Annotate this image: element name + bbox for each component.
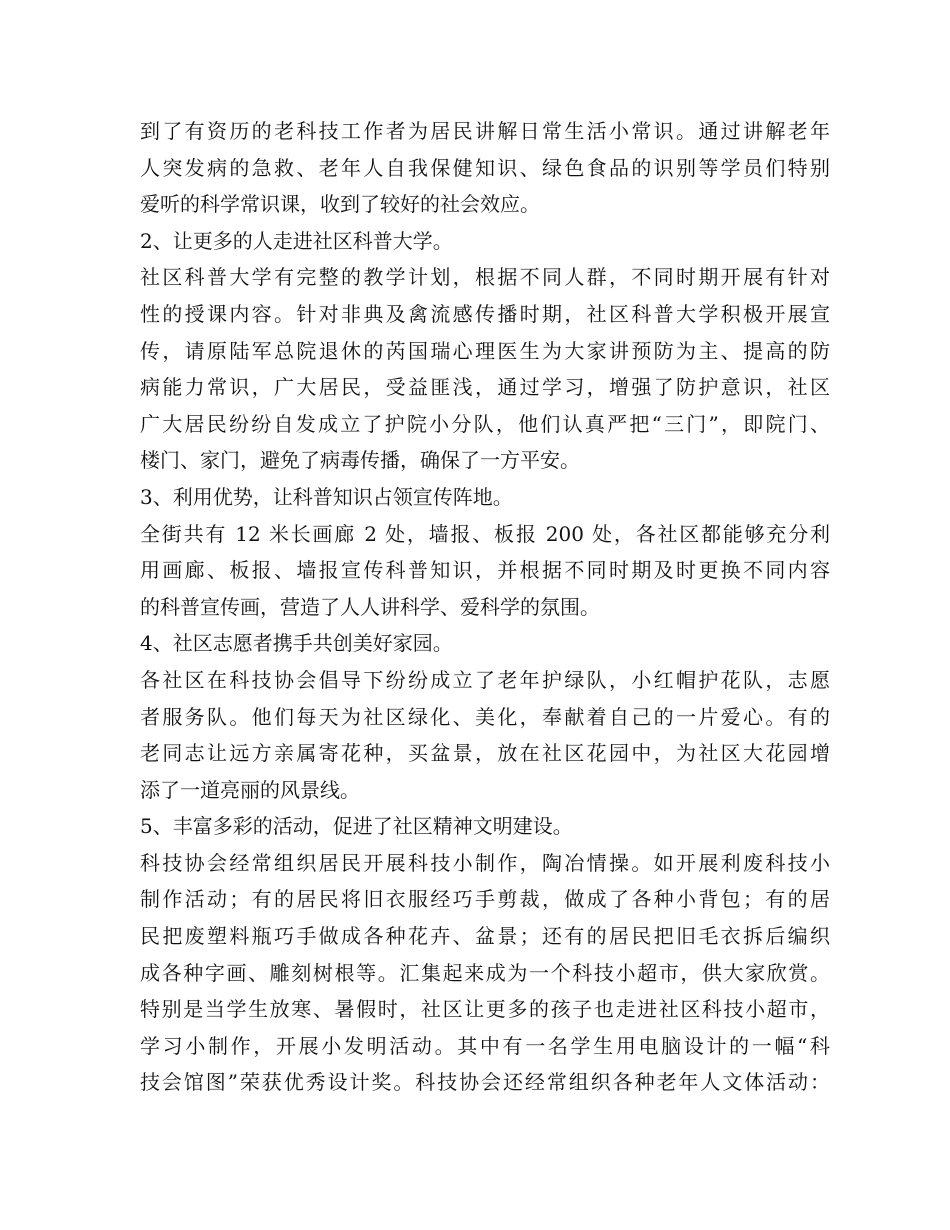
- text-line: 成各种字画、雕刻树根等。汇集起来成为一个科技小超市，供大家欣赏。: [140, 960, 830, 985]
- text-line: 老同志让远方亲属寄花种，买盆景，放在社区花园中，为社区大花园增: [140, 741, 830, 766]
- section-heading: 3、利用优势，让科普知识占领宣传阵地。: [140, 484, 513, 509]
- text-line: 制作活动；有的居民将旧衣服经巧手剪裁，做成了各种小背包；有的居: [140, 887, 830, 912]
- text-line: 到了有资历的老科技工作者为居民讲解日常生活小常识。通过讲解老年: [140, 119, 830, 143]
- text-line: 病能力常识，广大居民，受益匪浅，通过学习，增强了防护意识，社区: [140, 375, 830, 400]
- text-line: 社区科普大学有完整的教学计划，根据不同人群，不同时期开展有针对: [140, 265, 830, 290]
- text-line: 人突发病的急救、老年人自我保健知识、绿色食品的识别等学员们特别: [140, 155, 830, 180]
- text-line: 用画廊、板报、墙报宣传科普知识，并根据不同时期及时更换不同内容: [140, 558, 830, 583]
- text-line: 学习小制作，开展小发明活动。其中有一名学生用电脑设计的一幅“科: [140, 1033, 830, 1058]
- text-line: 添了一道亮丽的风景线。: [140, 777, 360, 802]
- text-line: 楼门、家门，避免了病毒传播，确保了一方平安。: [140, 448, 580, 473]
- text-line: 特别是当学生放寒、暑假时，社区让更多的孩子也走进社区科技小超市，: [140, 997, 830, 1022]
- text-line: 科技协会经常组织居民开展科技小制作，陶冶情操。如开展利废科技小: [140, 850, 830, 875]
- text-line: 全街共有 12 米长画廊 2 处，墙报、板报 200 处，各社区都能够充分利: [140, 521, 830, 546]
- text-line: 的科普宣传画，营造了人人讲科学、爱科学的氛围。: [140, 594, 600, 619]
- text-line: 传，请原陆军总院退休的芮国瑞心理医生为大家讲预防为主、提高的防: [140, 338, 830, 363]
- document-body: [140, 113, 830, 1101]
- text-line: 技会馆图”荣获优秀设计奖。科技协会还经常组织各种老年人文体活动：: [140, 1070, 830, 1095]
- text-line: 爱听的科学常识课，收到了较好的社会效应。: [140, 192, 540, 217]
- section-heading: 2、让更多的人走进社区科普大学。: [140, 228, 453, 253]
- text-line: 性的授课内容。针对非典及禽流感传播时期，社区科普大学积极开展宣: [140, 301, 830, 326]
- text-line: 广大居民纷纷自发成立了护院小分队，他们认真严把“三门”，即院门、: [140, 411, 830, 436]
- text-line: 民把废塑料瓶巧手做成各种花卉、盆景；还有的居民把旧毛衣拆后编织: [140, 924, 830, 949]
- section-heading: 4、社区志愿者携手共创美好家园。: [140, 631, 453, 656]
- section-heading: 5、丰富多彩的活动，促进了社区精神文明建设。: [140, 814, 573, 839]
- text-line: 者服务队。他们每天为社区绿化、美化，奉献着自己的一片爱心。有的: [140, 704, 830, 729]
- text-line: 各社区在科技协会倡导下纷纷成立了老年护绿队，小红帽护花队，志愿: [140, 667, 830, 692]
